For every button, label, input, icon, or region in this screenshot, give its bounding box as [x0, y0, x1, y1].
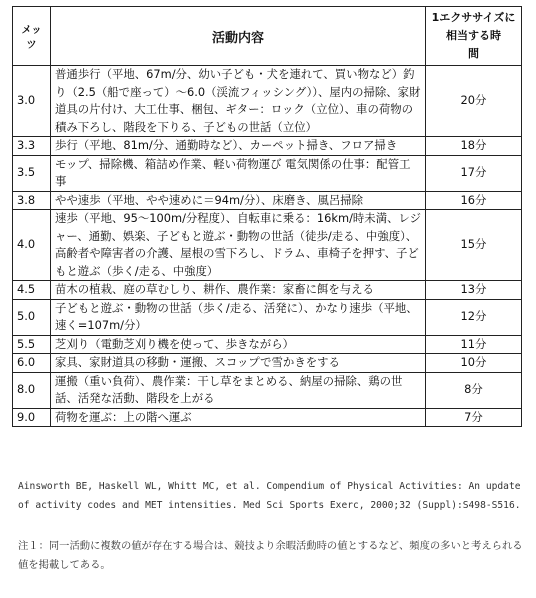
met-activity-table — [12, 6, 522, 427]
header-minutes-line2: 相当する時 — [446, 29, 501, 42]
table-row — [13, 210, 522, 281]
reference-citation: Ainsworth BE, Haskell WL, Whitt MC, et al. Compendium of Physical Activities: An update of activity codes and MET intensities. Med Sci Sports Exerc, 2000;32 (Suppl):S498-S516. — [18, 481, 521, 511]
activity-description: 子どもと遊ぶ・動物の世話（歩く/走る、活発に）、かなり速歩（平地、速く=107m/分） — [51, 299, 426, 335]
minutes-value: 15分 — [426, 210, 522, 281]
met-value: 6.0 — [13, 354, 51, 373]
minutes-value: 11分 — [426, 335, 522, 354]
header-minutes-line1: 1エクササイズに — [431, 11, 516, 24]
table-header-row — [13, 7, 522, 66]
table-row — [13, 372, 522, 408]
minutes-value: 16分 — [426, 191, 522, 210]
header-met: メッツ — [13, 7, 51, 66]
table-row — [13, 191, 522, 210]
minutes-value: 17分 — [426, 155, 522, 191]
header-minutes-line3: 間 — [468, 47, 479, 60]
footnote: 注１：同一活動に複数の値が存在する場合は、競技より余暇活動時の値とするなど、頻度の多いと考えられる値を掲載してある。 — [18, 540, 523, 571]
activity-description: 普通歩行（平地、67m/分、幼い子ども・犬を連れて、買い物など）釣り（2.5（船で座って）～6.0（渓流フィッシング））、屋内の掃除、家財道具の片付け、大工仕事、梱包、ギター：ロック（立位）、車の荷物の積み下ろし、階段を下りる、子どもの世話（立位） — [51, 66, 426, 137]
activity-description: 苗木の植栽、庭の草むしり、耕作、農作業：家畜に餌を与える — [51, 281, 426, 300]
minutes-value: 10分 — [426, 354, 522, 373]
minutes-value: 12分 — [426, 299, 522, 335]
met-value: 5.5 — [13, 335, 51, 354]
table-row — [13, 299, 522, 335]
met-value: 3.0 — [13, 66, 51, 137]
activity-description: 家具、家財道具の移動・運搬、スコップで雪かきをする — [51, 354, 426, 373]
met-value: 3.8 — [13, 191, 51, 210]
activity-description: 運搬（重い負荷）、農作業：干し草をまとめる、納屋の掃除、鶏の世話、活発な活動、階段を上がる — [51, 372, 426, 408]
activity-description: 芝刈り（電動芝刈り機を使って、歩きながら） — [51, 335, 426, 354]
met-value: 4.0 — [13, 210, 51, 281]
met-value: 5.0 — [13, 299, 51, 335]
table-row — [13, 137, 522, 156]
met-value: 4.5 — [13, 281, 51, 300]
met-value: 8.0 — [13, 372, 51, 408]
minutes-value: 20分 — [426, 66, 522, 137]
met-value: 3.5 — [13, 155, 51, 191]
minutes-value: 8分 — [426, 372, 522, 408]
table-row — [13, 66, 522, 137]
table-row — [13, 155, 522, 191]
activity-description: モップ、掃除機、箱詰め作業、軽い荷物運び 電気関係の仕事：配管工事 — [51, 155, 426, 191]
met-value: 3.3 — [13, 137, 51, 156]
table-row — [13, 408, 522, 427]
activity-description: 歩行（平地、81m/分、通勤時など）、カーペット掃き、フロア掃き — [51, 137, 426, 156]
minutes-value: 13分 — [426, 281, 522, 300]
activity-description: やや速歩（平地、やや速めに＝94m/分）、床磨き、風呂掃除 — [51, 191, 426, 210]
met-value: 9.0 — [13, 408, 51, 427]
header-activity: 活動内容 — [51, 7, 426, 66]
minutes-value: 7分 — [426, 408, 522, 427]
table-row — [13, 354, 522, 373]
header-minutes — [426, 7, 522, 66]
activity-description: 速歩（平地、95～100m/分程度）、自転車に乗る：16km/時未満、レジャー、通勤、娯楽、子どもと遊ぶ・動物の世話（徒歩/走る、中強度）、高齢者や障害者の介護、屋根の雪下ろし、ドラム、車椅子を押す、子どもと遊ぶ（歩く/走る、中強度） — [51, 210, 426, 281]
minutes-value: 18分 — [426, 137, 522, 156]
table-row — [13, 335, 522, 354]
activity-description: 荷物を運ぶ：上の階へ運ぶ — [51, 408, 426, 427]
table-row — [13, 281, 522, 300]
